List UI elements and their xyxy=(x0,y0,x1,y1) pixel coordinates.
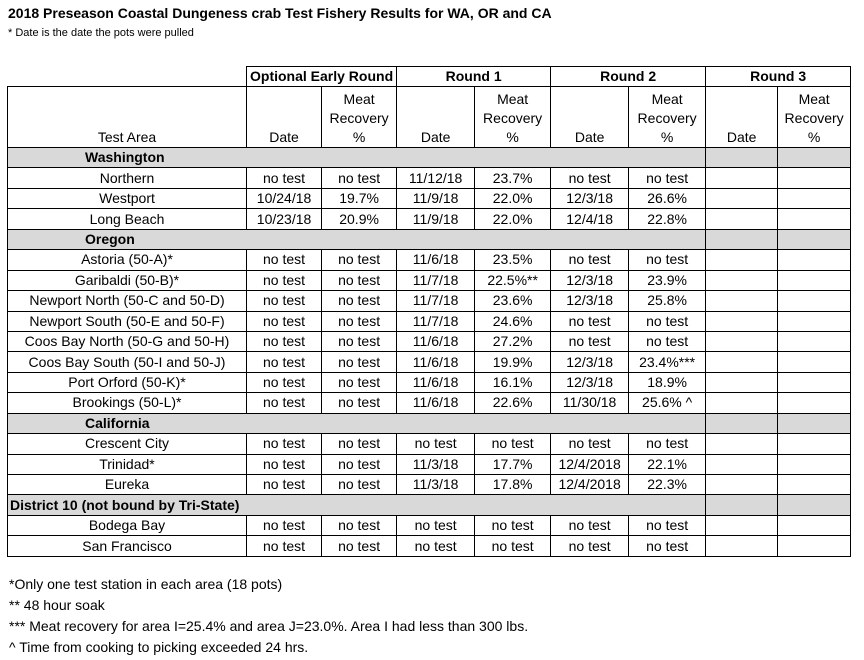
meat-recovery-cell: no test xyxy=(629,311,706,331)
meat-recovery-cell: no test xyxy=(322,372,397,392)
header-meat-line: Recovery xyxy=(483,110,543,126)
meat-recovery-cell: no test xyxy=(322,331,397,351)
table-row xyxy=(8,168,851,188)
date-cell: no test xyxy=(247,168,322,188)
header-meat-line: % xyxy=(506,129,519,145)
region-blank-cell xyxy=(706,413,778,433)
meat-recovery-cell: 25.8% xyxy=(629,291,706,311)
table-row xyxy=(8,331,851,351)
meat-recovery-cell: no test xyxy=(322,475,397,495)
date-cell: no test xyxy=(551,168,629,188)
date-cell: no test xyxy=(247,352,322,372)
date-cell xyxy=(706,250,778,270)
date-cell: no test xyxy=(551,434,629,454)
date-cell: no test xyxy=(551,250,629,270)
region-blank-cell xyxy=(706,229,778,249)
region-blank-cell xyxy=(778,495,851,515)
region-name: Washington xyxy=(8,148,706,168)
meat-recovery-cell: 20.9% xyxy=(322,209,397,229)
test-area-cell: Brookings (50-L)* xyxy=(8,393,247,413)
date-cell xyxy=(706,352,778,372)
table-row xyxy=(8,188,851,208)
meat-recovery-cell xyxy=(778,352,851,372)
region-row xyxy=(8,148,851,168)
meat-recovery-cell: 23.5% xyxy=(475,250,551,270)
region-name: Oregon xyxy=(8,229,706,249)
table-row xyxy=(8,352,851,372)
table-row xyxy=(8,454,851,474)
meat-recovery-cell: 22.8% xyxy=(629,209,706,229)
test-area-cell: Port Orford (50-K)* xyxy=(8,372,247,392)
date-cell: 11/6/18 xyxy=(397,331,475,351)
meat-recovery-cell xyxy=(778,475,851,495)
meat-recovery-cell: no test xyxy=(629,536,706,556)
test-area-cell: Westport xyxy=(8,188,247,208)
date-cell xyxy=(706,291,778,311)
date-cell xyxy=(706,434,778,454)
meat-recovery-cell: no test xyxy=(322,434,397,454)
date-cell xyxy=(706,454,778,474)
date-cell: 12/3/18 xyxy=(551,188,629,208)
meat-recovery-cell: no test xyxy=(322,291,397,311)
date-cell: 11/9/18 xyxy=(397,209,475,229)
date-cell: no test xyxy=(551,536,629,556)
date-cell: 11/7/18 xyxy=(397,291,475,311)
test-area-cell: Trinidad* xyxy=(8,454,247,474)
date-cell: 11/12/18 xyxy=(397,168,475,188)
table-row xyxy=(8,250,851,270)
group-round-2: Round 2 xyxy=(551,67,706,87)
region-blank-cell xyxy=(706,495,778,515)
date-cell: no test xyxy=(247,250,322,270)
meat-recovery-cell: 17.8% xyxy=(475,475,551,495)
meat-recovery-cell: 22.1% xyxy=(629,454,706,474)
meat-recovery-cell xyxy=(778,393,851,413)
test-area-cell: Bodega Bay xyxy=(8,515,247,535)
test-area-cell: Astoria (50-A)* xyxy=(8,250,247,270)
header-column-row xyxy=(8,87,851,148)
header-meat-line: Meat xyxy=(497,91,529,107)
date-cell xyxy=(706,372,778,392)
date-cell: no test xyxy=(247,454,322,474)
header-meat-line: % xyxy=(807,129,821,145)
date-cell: 12/3/18 xyxy=(551,352,629,372)
date-cell xyxy=(706,536,778,556)
header-meat-recovery-round-3 xyxy=(778,87,851,148)
meat-recovery-cell: 24.6% xyxy=(475,311,551,331)
date-cell: 11/9/18 xyxy=(397,188,475,208)
footnote-2: ** 48 hour soak xyxy=(9,597,105,613)
test-area-cell: Long Beach xyxy=(8,209,247,229)
date-cell: 12/4/2018 xyxy=(551,475,629,495)
date-cell: no test xyxy=(247,372,322,392)
results-table xyxy=(7,66,851,557)
header-meat-line: Meat xyxy=(343,91,375,107)
header-date-round-3: Date xyxy=(706,87,778,148)
region-row xyxy=(8,413,851,433)
date-cell: 11/6/18 xyxy=(397,393,475,413)
meat-recovery-cell xyxy=(778,209,851,229)
header-blank-cell xyxy=(8,67,247,87)
meat-recovery-cell xyxy=(778,454,851,474)
meat-recovery-cell xyxy=(778,291,851,311)
meat-recovery-cell: 25.6% ^ xyxy=(629,393,706,413)
date-cell: 12/3/18 xyxy=(551,372,629,392)
date-cell: 11/3/18 xyxy=(397,454,475,474)
meat-recovery-cell: no test xyxy=(322,454,397,474)
meat-recovery-cell: no test xyxy=(322,515,397,535)
meat-recovery-cell: 23.6% xyxy=(475,291,551,311)
date-cell: 11/7/18 xyxy=(397,311,475,331)
meat-recovery-cell xyxy=(778,536,851,556)
meat-recovery-cell: 22.3% xyxy=(629,475,706,495)
table-row xyxy=(8,291,851,311)
region-row xyxy=(8,229,851,249)
meat-recovery-cell: no test xyxy=(322,311,397,331)
date-cell: 11/6/18 xyxy=(397,250,475,270)
date-cell: no test xyxy=(551,331,629,351)
group-round-1: Round 1 xyxy=(397,67,551,87)
meat-recovery-cell: no test xyxy=(475,536,551,556)
date-cell: no test xyxy=(397,536,475,556)
test-area-cell: Northern xyxy=(8,168,247,188)
header-meat-recovery-round-1 xyxy=(475,87,551,148)
header-date-round-0: Date xyxy=(247,87,322,148)
date-cell: no test xyxy=(247,536,322,556)
meat-recovery-cell xyxy=(778,331,851,351)
meat-recovery-cell: 22.6% xyxy=(475,393,551,413)
region-blank-cell xyxy=(778,229,851,249)
meat-recovery-cell: no test xyxy=(322,250,397,270)
meat-recovery-cell: 23.9% xyxy=(629,270,706,290)
date-cell: no test xyxy=(551,515,629,535)
meat-recovery-cell: no test xyxy=(322,352,397,372)
document-subtitle: * Date is the date the pots were pulled xyxy=(8,27,194,39)
header-test-area: Test Area xyxy=(8,87,247,148)
meat-recovery-cell: 19.7% xyxy=(322,188,397,208)
test-area-cell: Eureka xyxy=(8,475,247,495)
date-cell xyxy=(706,331,778,351)
header-meat-recovery-round-0 xyxy=(322,87,397,148)
meat-recovery-cell: 22.0% xyxy=(475,209,551,229)
meat-recovery-cell: no test xyxy=(629,515,706,535)
date-cell: no test xyxy=(247,393,322,413)
header-meat-line: Meat xyxy=(798,91,830,107)
table-row xyxy=(8,372,851,392)
date-cell: no test xyxy=(247,475,322,495)
date-cell: 11/3/18 xyxy=(397,475,475,495)
document-title: 2018 Preseason Coastal Dungeness crab Test Fishery Results for WA, OR and CA xyxy=(8,5,552,21)
meat-recovery-cell: 22.0% xyxy=(475,188,551,208)
test-area-cell: Newport North (50-C and 50-D) xyxy=(8,291,247,311)
header-meat-line: Recovery xyxy=(637,110,697,126)
date-cell: no test xyxy=(247,270,322,290)
table-row xyxy=(8,515,851,535)
meat-recovery-cell: no test xyxy=(475,515,551,535)
date-cell: 10/24/18 xyxy=(247,188,322,208)
test-area-cell: Newport South (50-E and 50-F) xyxy=(8,311,247,331)
meat-recovery-cell: no test xyxy=(322,536,397,556)
header-meat-line: % xyxy=(660,129,674,145)
meat-recovery-cell: 26.6% xyxy=(629,188,706,208)
header-meat-line: Meat xyxy=(651,91,683,107)
date-cell: no test xyxy=(247,331,322,351)
test-area-cell: Coos Bay South (50-I and 50-J) xyxy=(8,352,247,372)
date-cell: no test xyxy=(247,434,322,454)
table-row xyxy=(8,475,851,495)
meat-recovery-cell xyxy=(778,434,851,454)
region-name: California xyxy=(8,413,706,433)
header-group-row xyxy=(8,67,851,87)
meat-recovery-cell xyxy=(778,168,851,188)
meat-recovery-cell: no test xyxy=(322,393,397,413)
date-cell: no test xyxy=(247,291,322,311)
date-cell xyxy=(706,209,778,229)
test-area-cell: Crescent City xyxy=(8,434,247,454)
header-date-round-2: Date xyxy=(551,87,629,148)
date-cell: 11/6/18 xyxy=(397,372,475,392)
table-row xyxy=(8,393,851,413)
date-cell xyxy=(706,475,778,495)
header-meat-line: % xyxy=(352,129,366,145)
date-cell: no test xyxy=(247,515,322,535)
date-cell xyxy=(706,393,778,413)
date-cell: 12/4/18 xyxy=(551,209,629,229)
header-meat-recovery-round-2 xyxy=(629,87,706,148)
date-cell xyxy=(706,270,778,290)
test-area-cell: Coos Bay North (50-G and 50-H) xyxy=(8,331,247,351)
meat-recovery-cell: no test xyxy=(322,270,397,290)
footnotes xyxy=(9,574,528,658)
date-cell: 11/7/18 xyxy=(397,270,475,290)
table-row xyxy=(8,434,851,454)
header-date-round-1: Date xyxy=(397,87,475,148)
group-early-round: Optional Early Round xyxy=(247,67,397,87)
meat-recovery-cell xyxy=(778,270,851,290)
meat-recovery-cell: no test xyxy=(629,250,706,270)
meat-recovery-cell: 16.1% xyxy=(475,372,551,392)
meat-recovery-cell xyxy=(778,311,851,331)
footnote-1: *Only one test station in each area (18 pots) xyxy=(9,576,283,592)
date-cell xyxy=(706,168,778,188)
meat-recovery-cell: 19.9% xyxy=(475,352,551,372)
meat-recovery-cell xyxy=(778,372,851,392)
meat-recovery-cell: 22.5%** xyxy=(475,270,551,290)
date-cell xyxy=(706,311,778,331)
meat-recovery-cell: no test xyxy=(475,434,551,454)
date-cell: 12/3/18 xyxy=(551,270,629,290)
meat-recovery-cell: 23.4%*** xyxy=(629,352,706,372)
meat-recovery-cell xyxy=(778,515,851,535)
region-blank-cell xyxy=(778,148,851,168)
date-cell: no test xyxy=(551,311,629,331)
meat-recovery-cell: 18.9% xyxy=(629,372,706,392)
table-row xyxy=(8,311,851,331)
meat-recovery-cell: 27.2% xyxy=(475,331,551,351)
meat-recovery-cell: no test xyxy=(629,331,706,351)
meat-recovery-cell: 23.7% xyxy=(475,168,551,188)
date-cell: 12/3/18 xyxy=(551,291,629,311)
date-cell: 11/6/18 xyxy=(397,352,475,372)
footnote-3: *** Meat recovery for area I=25.4% and area J=23.0%. Area I had less than 300 lbs. xyxy=(9,618,529,634)
date-cell xyxy=(706,188,778,208)
date-cell: 12/4/2018 xyxy=(551,454,629,474)
test-area-cell: Garibaldi (50-B)* xyxy=(8,270,247,290)
meat-recovery-cell: no test xyxy=(629,434,706,454)
table-row xyxy=(8,209,851,229)
date-cell: 11/30/18 xyxy=(551,393,629,413)
meat-recovery-cell: no test xyxy=(629,168,706,188)
region-blank-cell xyxy=(706,148,778,168)
date-cell xyxy=(706,515,778,535)
table-row xyxy=(8,270,851,290)
meat-recovery-cell xyxy=(778,188,851,208)
meat-recovery-cell: 17.7% xyxy=(475,454,551,474)
date-cell: no test xyxy=(397,515,475,535)
date-cell: no test xyxy=(247,311,322,331)
header-meat-line: Recovery xyxy=(329,110,389,126)
group-round-3: Round 3 xyxy=(706,67,851,87)
date-cell: 10/23/18 xyxy=(247,209,322,229)
table-row xyxy=(8,536,851,556)
region-blank-cell xyxy=(778,413,851,433)
region-row xyxy=(8,495,851,515)
date-cell: no test xyxy=(397,434,475,454)
header-meat-line: Recovery xyxy=(784,110,844,126)
meat-recovery-cell: no test xyxy=(322,168,397,188)
meat-recovery-cell xyxy=(778,250,851,270)
footnote-4: ^ Time from cooking to picking exceeded 24 hrs. xyxy=(9,639,309,655)
test-area-cell: San Francisco xyxy=(8,536,247,556)
region-name: District 10 (not bound by Tri-State) xyxy=(8,495,706,515)
